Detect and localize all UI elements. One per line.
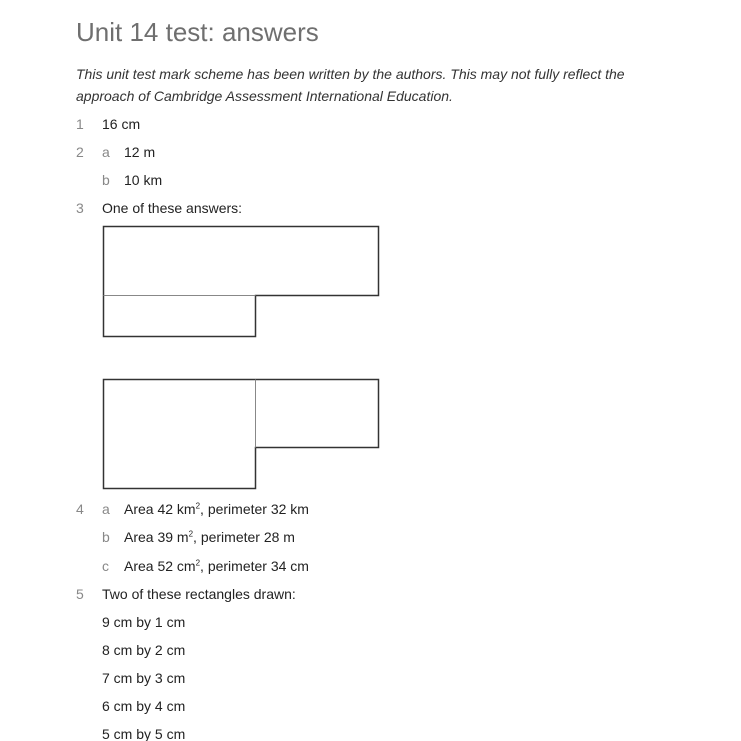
shape-option-2 xyxy=(104,380,379,489)
question-number: 1 xyxy=(76,116,84,132)
part-letter: a xyxy=(102,501,110,517)
question-number: 2 xyxy=(76,144,84,160)
page-title: Unit 14 test: answers xyxy=(76,17,319,47)
answer-text: 16 cm xyxy=(102,116,141,132)
list-item: 9 cm by 1 cm xyxy=(102,614,186,630)
list-item: 6 cm by 4 cm xyxy=(102,698,186,714)
answer-text: One of these answers: xyxy=(102,200,243,216)
answer-text: Two of these rectangles drawn: xyxy=(102,586,296,602)
list-item: 7 cm by 3 cm xyxy=(102,670,186,686)
question-number: 5 xyxy=(76,586,84,602)
part-letter: b xyxy=(102,529,110,545)
part-letter: a xyxy=(102,144,110,160)
list-item: 5 cm by 5 cm xyxy=(102,726,186,741)
question-number: 3 xyxy=(76,200,84,216)
part-letter: c xyxy=(102,558,109,574)
shape-option-1 xyxy=(104,227,379,337)
part-letter: b xyxy=(102,172,110,188)
intro-line-2: approach of Cambridge Assessment International Education. xyxy=(76,88,453,104)
answer-text: Area 42 $km^2$, perimeter 32 km xyxy=(124,501,309,517)
intro-line-1: This unit test mark scheme has been written by the authors. This may not fully reflect the xyxy=(76,66,625,82)
answer-text: Area 39 $m^2$, perimeter 28 m xyxy=(124,529,295,545)
answer-text: 10 km xyxy=(124,172,163,188)
question-number: 4 xyxy=(76,501,84,517)
answer-text: 12 m xyxy=(124,144,156,160)
list-item: 8 cm by 2 cm xyxy=(102,642,186,658)
answer-text: Area 52 $cm^2$, perimeter 34 cm xyxy=(124,558,309,574)
